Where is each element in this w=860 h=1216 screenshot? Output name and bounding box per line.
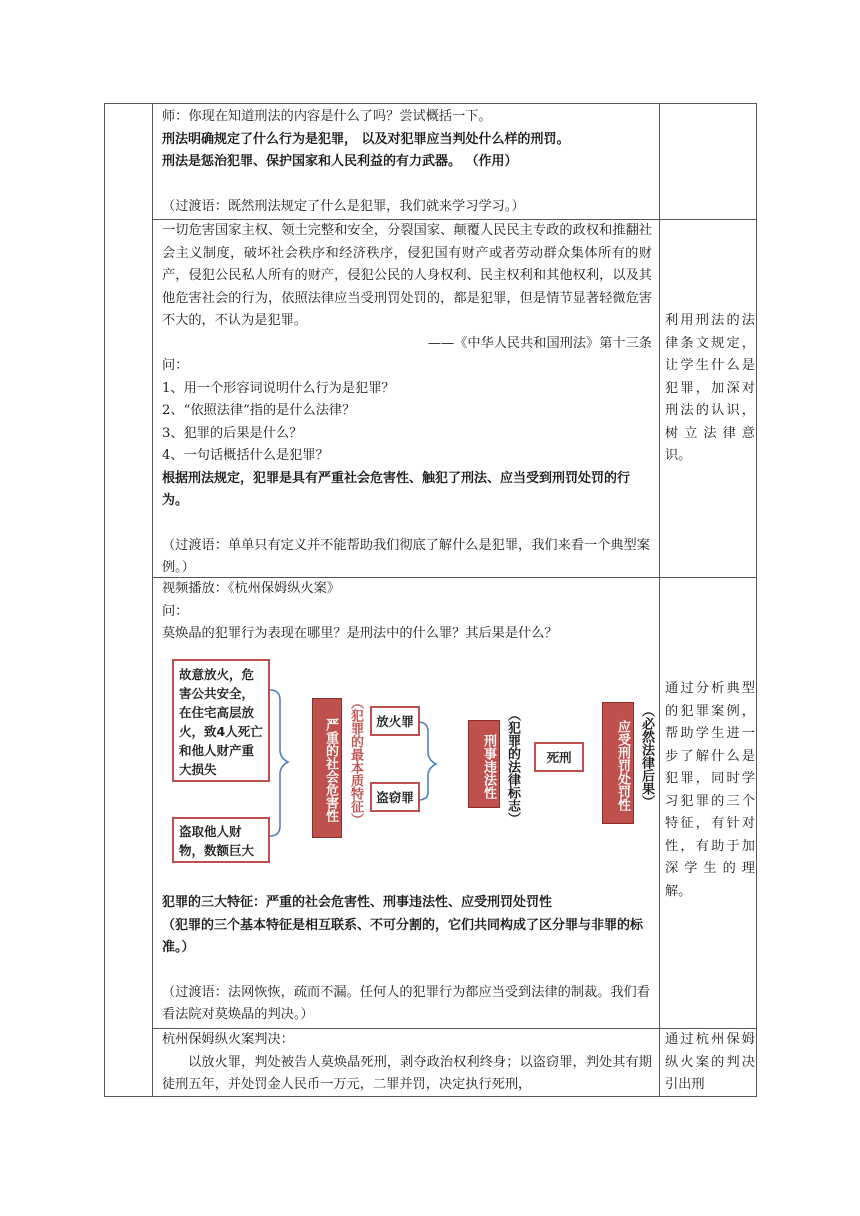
punishability-box: 应受刑罚处罚性 [602,702,634,824]
bold-line-1: 刑法明确规定了什么行为是犯罪， 以及对犯罪应当判处什么样的刑罚。 [162,131,570,147]
crime-definition: 根据刑法规定，犯罪是具有严重社会危害性、触犯了刑法、应当受到刑罚处罚的行为。 [162,470,631,508]
case-question: 莫焕晶的犯罪行为表现在哪里？是刑法中的什么罪？其后果是什么？ [162,626,558,641]
question-1: 1、用一个形容词说明什么行为是犯罪？ [162,380,395,396]
row4-note: 通过杭州保姆纵火案的判决引出刑 [665,1032,755,1092]
arson-crime-box: 放火罪 [370,706,420,736]
social-harm-box: 严重的社会危害性 [312,698,342,838]
illegality-note: （犯罪的法律标志） [505,708,520,825]
transition-1: （过渡语：既然刑法规定了什么是犯罪，我们就来学习学习。） [162,198,525,214]
features-relation: （犯罪的三个基本特征是相互联系、不可分割的，它们共同构成了区分罪与非罪的标准。） [162,917,644,955]
act-theft-box: 盗取他人财物，数额巨大 [172,817,270,863]
ask-label-2: 问： [162,603,189,619]
crime-features-diagram [162,650,662,865]
punishability-note: （必然法律后果） [639,704,654,808]
question-3: 3、犯罪的后果是什么？ [162,425,303,441]
verdict-body: 以放火罪，判处被告人莫焕晶死刑，剥夺政治权利终身；以盗窃罪，判处其有期徒刑五年，并处罚金人民币一万元，二罪并罚，决定执行死刑， [162,1054,652,1092]
teacher-question: 师：你现在知道刑法的内容是什么了吗？尝试概括一下。 [162,109,492,124]
social-harm-note: （犯罪的最本质特征） [348,696,363,826]
law-source: ——《中华人民共和国刑法》第十三条 [427,335,652,351]
theft-crime-box: 盗窃罪 [370,782,420,812]
illegality-box: 刑事违法性 [468,720,500,808]
row4-content [162,1029,652,1097]
law-article: 一切危害国家主权、领土完整和安全，分裂国家、颠覆人民民主专政的政权和推翻社会主义制度，破坏社会秩序和经济秩序，侵犯国有财产或者劳动群众集体所有的财产，侵犯公民私人所有的财产，侵犯公民的人身权利、民主权利和其他权利，以及其他危害社会的行为，依照法律应当受刑罚处罚的，都是犯罪，但是情节显著轻微危害不大的，不认为是犯罪。 [162,223,652,328]
brace-2 [418,722,436,800]
row3-content [162,578,652,646]
ask-label: 问： [162,358,189,373]
question-2: 2、“依照法律”指的是什么法律？ [162,403,356,418]
row3-summary [162,892,652,1027]
row3-note: 通过分析典型的犯罪案例，帮助学生进一步了解什么是犯罪，同时学习犯罪的三个特征，有针对性，有助于加深学生的理解。 [665,681,755,899]
transition-3: （过渡语：法网恢恢，疏而不漏。任何人的犯罪行为都应当受到法律的制裁。我们看看法院对莫焕晶的判决。） [162,984,650,1022]
row2-note: 利用刑法的法律条文规定，让学生什么是犯罪，加深对刑法的认识，树立法律意识。 [665,313,755,463]
three-features: 犯罪的三大特征：严重的社会危害性、刑事违法性、应受刑罚处罚性 [162,895,553,910]
death-penalty-box: 死刑 [534,742,584,772]
verdict-title: 杭州保姆纵火案判决： [162,1032,294,1047]
lesson-plan-table [104,103,757,1097]
row2-content [162,220,652,580]
video-title: 视频播放：《杭州保姆纵火案》 [162,581,341,596]
transition-2: （过渡语：单单只有定义并不能帮助我们彻底了解什么是犯罪，我们来看一个典型案例。） [162,537,650,575]
bold-line-2: 刑法是惩治犯罪、保护国家和人民利益的有力武器。 （作用） [162,154,518,169]
act-arson-box: 故意放火，危害公共安全，在住宅高层放火，致4人死亡和他人财产重大损失 [172,659,270,782]
row1-content [162,106,652,218]
brace-1 [270,690,288,836]
question-4: 4、一句话概括什么是犯罪？ [162,448,329,463]
